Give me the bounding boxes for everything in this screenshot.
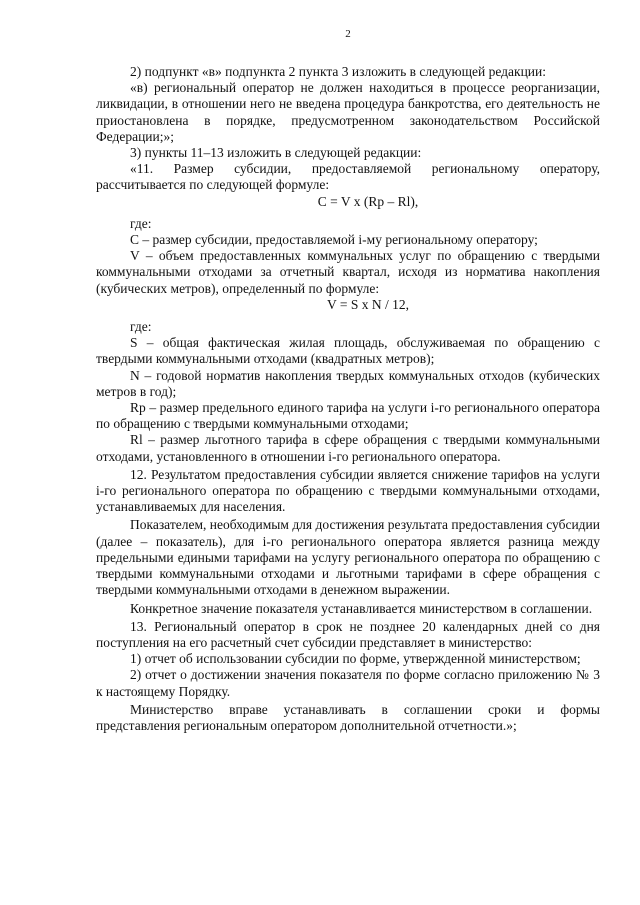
- paragraph-indicator-value: Конкретное значение показателя устанавливается министерством в соглашении.: [130, 600, 593, 616]
- formula-volume: V = S x N / 12,: [326, 296, 409, 312]
- definition-rp: Rp – размер предельного единого тарифа на услуги i-го регионального оператора по обращению с твердыми коммунальными отходами;: [96, 400, 600, 432]
- paragraph-point-13: 13. Региональный оператор в срок не позднее 20 календарных дней со дня поступления на его расчетный счет субсидии представляет в министерство:: [96, 618, 600, 650]
- definition-s: S – общая фактическая жилая площадь, обслуживаемая по обращению с твердыми коммунальными отходами (квадратных метров);: [96, 335, 600, 367]
- definition-n: N – годовой норматив накопления твердых коммунальных отходов (кубических метров в год);: [96, 367, 600, 399]
- paragraph-point-12: 12. Результатом предоставления субсидии является снижение тарифов на услуги i-го регионального оператора по обращению с твердыми коммунальными отходами, устанавливаемых для населения.: [96, 466, 600, 515]
- paragraph-additional-reporting: Министерство вправе устанавливать в соглашении сроки и формы представления региональным оператором дополнительной отчетности.»;: [96, 701, 600, 733]
- definition-rl: Rl – размер льготного тарифа в сфере обращения с твердыми коммунальными отходами, установленного в отношении i-го регионального оператора.: [96, 432, 600, 464]
- document-body: [96, 64, 600, 734]
- paragraph-amendment-3: 3) пункты 11–13 изложить в следующей редакции:: [130, 145, 422, 161]
- paragraph-report-1: 1) отчет об использовании субсидии по форме, утвержденной министерством;: [130, 651, 581, 667]
- definition-c: C – размер субсидии, предоставляемой i-му региональному оператору;: [130, 232, 538, 248]
- formula-subsidy: C = V x (Rp – Rl),: [317, 193, 419, 209]
- definition-v: V – объем предоставленных коммунальных услуг по обращению с твердыми коммунальными отходами за отчетный квартал, исходя из норматива накопления (кубических метров), определенный по формуле:: [96, 248, 600, 296]
- label-where-1: где:: [130, 215, 152, 231]
- paragraph-point-11: «11. Размер субсидии, предоставляемой региональному оператору, рассчитывается по следующей формуле:: [96, 161, 600, 193]
- paragraph-subpoint-v: «в) региональный оператор не должен находиться в процессе реорганизации, ликвидации, в отношении него не введена процедура банкротства, его деятельность не приостановлена в порядке, предусмотренном законодательством Российской Федерации;»;: [96, 80, 600, 144]
- paragraph-amendment-2: 2) подпункт «в» подпункта 2 пункта 3 изложить в следующей редакции:: [130, 64, 546, 79]
- page-number: 2: [345, 28, 351, 40]
- paragraph-indicator: Показателем, необходимым для достижения результата предоставления субсидии (далее – показатель), для i-го регионального оператора является разница между предельными едиными тарифами на услугу регионального оператора по обращению с твердыми коммунальными отходами и льготными тарифами в сфере обращения с твердыми коммунальными отходами в денежном выражении.: [96, 517, 600, 598]
- label-where-2: где:: [130, 319, 152, 335]
- paragraph-report-2: 2) отчет о достижении значения показателя по форме согласно приложению № 3 к настоящему Порядку.: [96, 667, 600, 699]
